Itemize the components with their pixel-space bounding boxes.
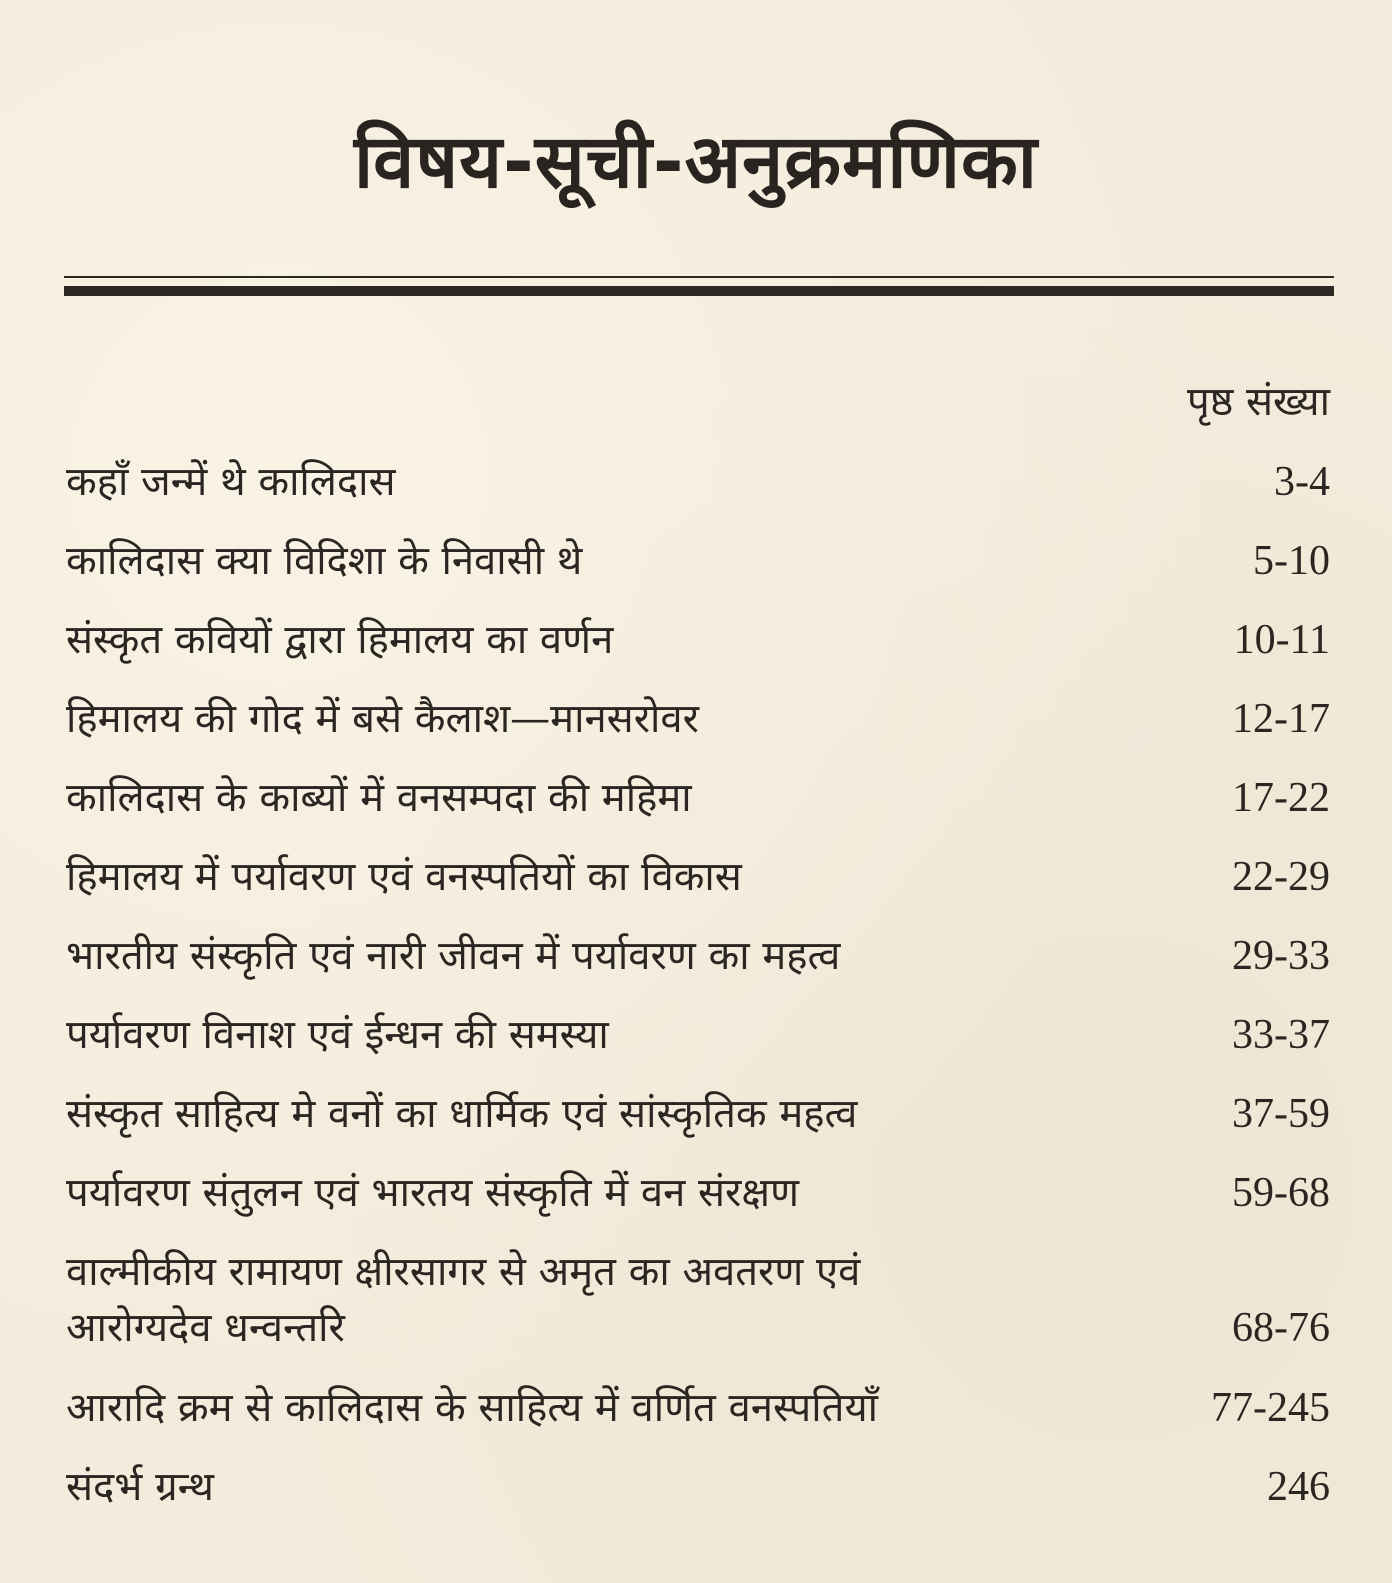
toc-entry-title: संदर्भ ग्रन्थ [66, 1464, 214, 1510]
toc-entry [66, 1003, 1330, 1082]
toc-entry-pages: 22-29 [1232, 854, 1330, 900]
toc-entry-pages: 12-17 [1232, 696, 1330, 742]
toc-entry [66, 1240, 1330, 1376]
toc-entry [66, 1455, 1330, 1534]
toc-entry-pages: 33-37 [1232, 1012, 1330, 1058]
title-divider-thin [64, 276, 1334, 278]
toc-entry-title: पर्यावरण विनाश एवं ईन्धन की समस्या [66, 1012, 609, 1058]
toc-entry-pages: 10-11 [1233, 617, 1330, 663]
toc-entry [66, 687, 1330, 766]
table-of-contents [66, 450, 1330, 1534]
toc-entry-pages: 17-22 [1232, 775, 1330, 821]
toc-entry-title: कालिदास क्या विदिशा के निवासी थे [66, 538, 583, 584]
toc-entry-title: कालिदास के काब्यों में वनसम्पदा की महिमा [66, 775, 692, 821]
toc-entry-pages: 29-33 [1232, 933, 1330, 979]
page-number-column-header: पृष्ठ संख्या [1187, 379, 1330, 425]
toc-entry-title: संस्कृत कवियों द्वारा हिमालय का वर्णन [66, 617, 614, 663]
toc-entry-title [66, 1244, 1146, 1356]
toc-entry [66, 924, 1330, 1003]
toc-entry [66, 608, 1330, 687]
toc-entry-title: कहाँ जन्में थे कालिदास [66, 459, 396, 505]
toc-entry-title-line1: वाल्मीकीय रामायण क्षीरसागर से अमृत का अवतरण एवं [66, 1249, 861, 1295]
toc-entry-pages: 59-68 [1232, 1170, 1330, 1216]
toc-entry-title: पर्यावरण संतुलन एवं भारतय संस्कृति में वन संरक्षण [66, 1170, 800, 1216]
toc-entry-title: हिमालय में पर्यावरण एवं वनस्पतियों का विकास [66, 854, 742, 900]
toc-entry-pages: 68-76 [1232, 1305, 1330, 1351]
toc-entry [66, 1082, 1330, 1161]
toc-entry [66, 766, 1330, 845]
toc-entry [66, 1161, 1330, 1240]
toc-entry-title: संस्कृत साहित्य मे वनों का धार्मिक एवं सांस्कृतिक महत्व [66, 1091, 858, 1137]
page-title: विषय-सूची-अनुक्रमणिका [354, 119, 1038, 205]
title-divider-thick [64, 286, 1334, 296]
toc-entry-title-line2: आरोग्यदेव धन्वन्तरि [66, 1305, 345, 1351]
toc-entry-pages: 77-245 [1211, 1385, 1330, 1431]
toc-entry-title: भारतीय संस्कृति एवं नारी जीवन में पर्यावरण का महत्व [66, 933, 841, 979]
toc-entry-title: हिमालय की गोद में बसे कैलाश—मानसरोवर [66, 696, 700, 742]
toc-entry [66, 450, 1330, 529]
toc-entry-pages: 246 [1267, 1464, 1330, 1510]
toc-entry-title: आरादि क्रम से कालिदास के साहित्य में वर्णित वनस्पतियाँ [66, 1385, 878, 1431]
toc-entry [66, 1376, 1330, 1455]
toc-entry [66, 529, 1330, 608]
toc-entry-pages: 37-59 [1232, 1091, 1330, 1137]
toc-entry-pages: 3-4 [1274, 459, 1330, 505]
toc-entry-pages: 5-10 [1253, 538, 1330, 584]
toc-entry [66, 845, 1330, 924]
